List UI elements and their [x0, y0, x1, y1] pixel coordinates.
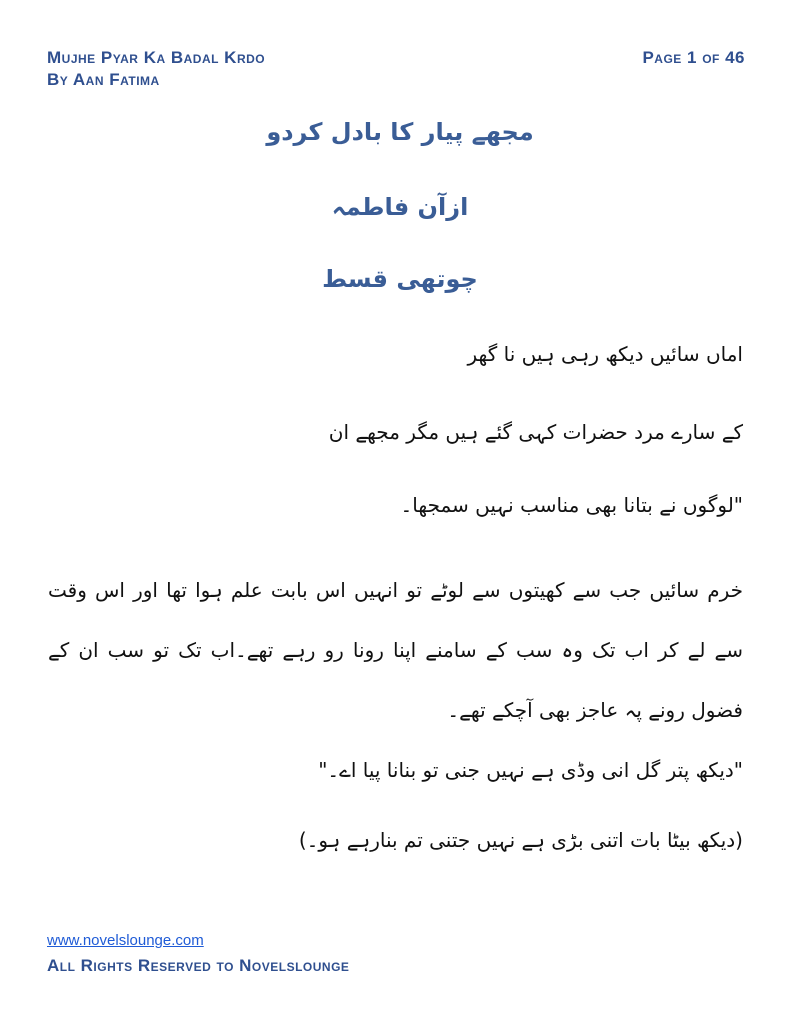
- body-line-1: اماں سائیں دیکھ رہی ہیں نا گھر: [467, 342, 743, 366]
- website-link[interactable]: www.novelslounge.com: [47, 932, 204, 949]
- author-line-urdu: ازآن فاطمہ: [331, 193, 469, 221]
- header-novel-title: Mujhe Pyar Ka Badal Krdo: [47, 48, 266, 67]
- body-paragraph: خرم سائیں جب سے کھیتوں سے لوٹے تو انہیں اس بابت علم ہوا تھا اور اس وقت سے لے کر اب تک وہ سب کے سامنے اپنا رونا رو رہے تھے۔اب تک تو سب ان کے فضول رونے پہ عاجز بھی آچکے تھے۔: [48, 578, 743, 722]
- body-line-2: کے سارے مرد حضرات کہی گئے ہیں مگر مجھے ان: [328, 420, 743, 444]
- rights-notice: All Rights Reserved to Novelslounge: [47, 956, 350, 975]
- header-author: By Aan Fatima: [47, 70, 160, 89]
- body-line-dialogue: "دیکھ پتر گل انی وڈی ہے نہیں جنی تو بنانا پیا اے۔": [318, 758, 743, 782]
- header-left: [47, 47, 265, 91]
- episode-title-urdu: چوتھی قسط: [322, 265, 478, 293]
- page-indicator: Page 1 of 46: [642, 48, 745, 67]
- body-line-3: "لوگوں نے بتانا بھی مناسب نہیں سمجھا۔: [400, 493, 743, 517]
- novel-title-urdu: مجھے پیار کا بادل کردو: [266, 118, 534, 146]
- body-line-translation: (دیکھ بیٹا بات اتنی بڑی ہے نہیں جتنی تم بنارہے ہو۔): [298, 828, 743, 852]
